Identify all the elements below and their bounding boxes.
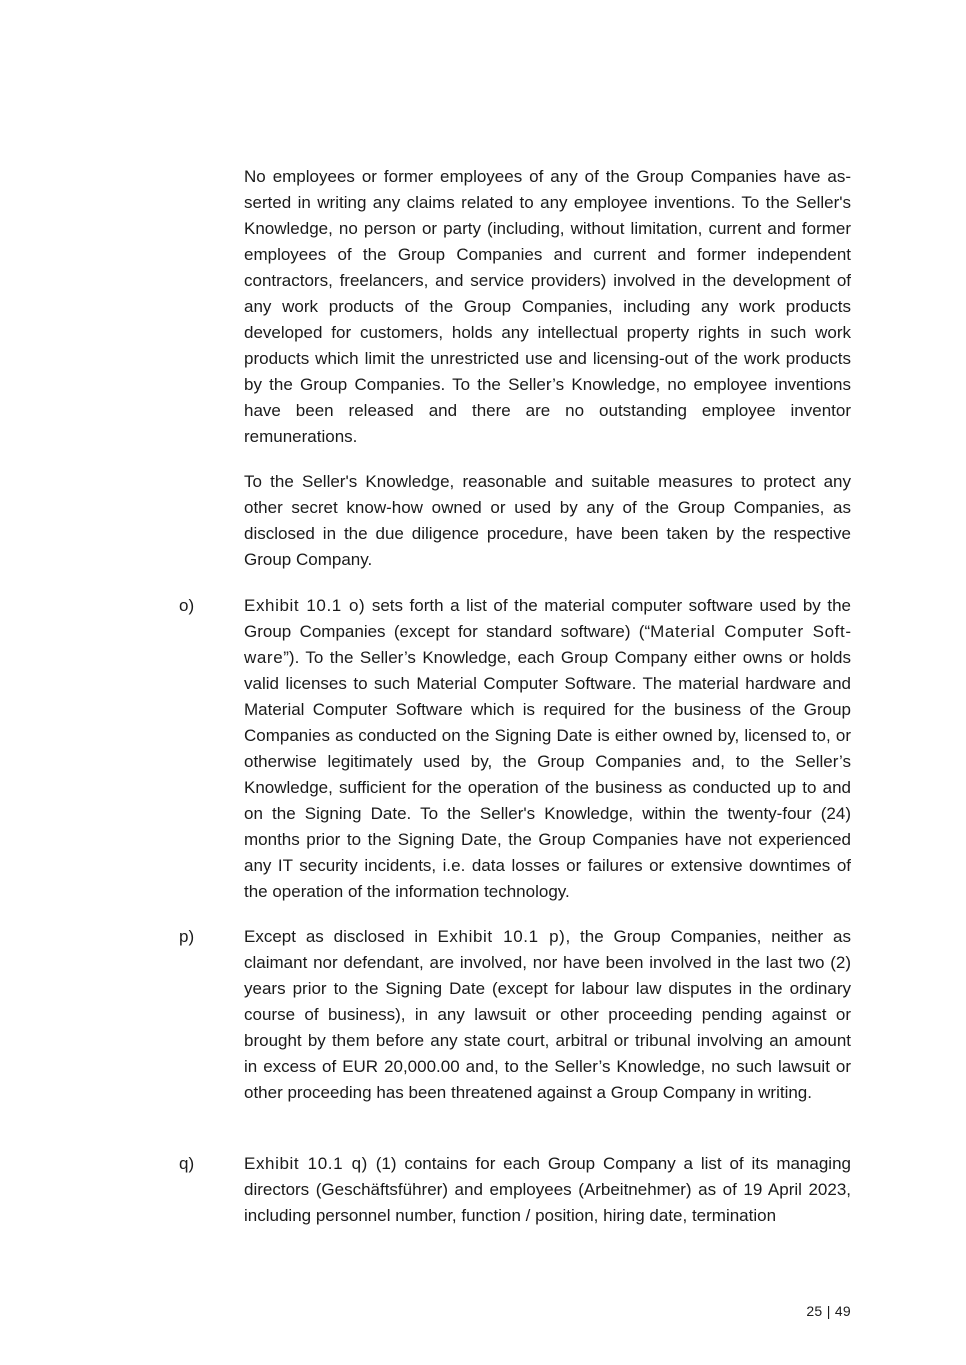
paragraph-secret-know-how: To the Seller's Knowledge, reasonable and suitable measures to protect any other secret know-how owned or used by any of the Group Companies, as disclosed in the due diligence procedure, have been taken by the respective Group Company. <box>244 472 851 569</box>
clause-p-text-part-a: , the Group Companies, neither as claimant nor defendant, are involved, nor have been involved in the last two (2) years prior to the Signing Date (except for labour law disputes in the ordinary course of business), in any lawsuit or other proceeding pending against or brought by them before any state court, arbitral or tribunal involving an amount in excess of EUR 20,000.00 and, to the Seller’s Knowledge, no such lawsuit or other proceeding has been threatened against a Group Company in writing. <box>244 927 851 1102</box>
clause-q-text-part-a: (1) contains for each Group Company a list of its managing directors (Geschäftsführer) and employees (Arbeitnehmer) as of 19 April 2023, including personnel number, function / position, hiring date, termination <box>244 1154 851 1225</box>
clause-marker-o: o) <box>179 596 195 615</box>
paragraph-employee-inventions: No employees or former employees of any of the Group Companies have asserted in writing any claims related to any employee inventions. To the Seller's Knowledge, no person or party (including, without limitation, current and former employees of the Group Companies and current and former independent contractors, freelancers, and service providers) involved in the development of any work products of the Group Companies, including any work products developed for customers, holds any intellectual property rights in such work products which limit the unrestricted use and licensing-out of the work products by the Group Companies. To the Seller’s Knowledge, no employee inventions have been released and there are no outstanding employee inventor remunerations. <box>244 167 851 446</box>
clause-p-text <box>244 924 851 1106</box>
clause-o-text-part-a: sets forth a list of the material computer software used by the Group Companies (except for standard software) (“ <box>244 596 851 641</box>
clause-q-text <box>244 1151 851 1229</box>
defined-term-material-computer-software: Material Computer Software <box>244 622 851 667</box>
clause-o-text-part-b: ”). To the Seller’s Knowledge, each Group Company either owns or holds valid licenses to such Material Computer Software. The material hardware and Material Computer Software which is required for the business of the Group Companies as conducted on the Signing Date is either owned by, licensed to, or otherwise legitimately used by, the Group Companies and, to the Seller’s Knowledge, sufficient for the operation of the business as conducted up to and on the Signing Date. To the Seller's Knowledge, within the twenty-four (24) months prior to the Signing Date, the Group Companies have not experienced any IT security incidents, i.e. data losses or failures or extensive downtimes of the operation of the information technology. <box>244 648 851 901</box>
exhibit-reference-q: Exhibit 10.1 q) <box>244 1154 368 1173</box>
page-number: 25 | 49 <box>806 1303 851 1319</box>
clause-o-text <box>244 593 851 905</box>
clause-p-text-pre: Except as disclosed in <box>244 927 438 946</box>
clause-marker-p: p) <box>179 927 195 946</box>
clause-marker-q: q) <box>179 1154 195 1173</box>
exhibit-reference-p: Exhibit 10.1 p) <box>437 927 566 946</box>
exhibit-reference-o: Exhibit 10.1 o) <box>244 596 366 615</box>
